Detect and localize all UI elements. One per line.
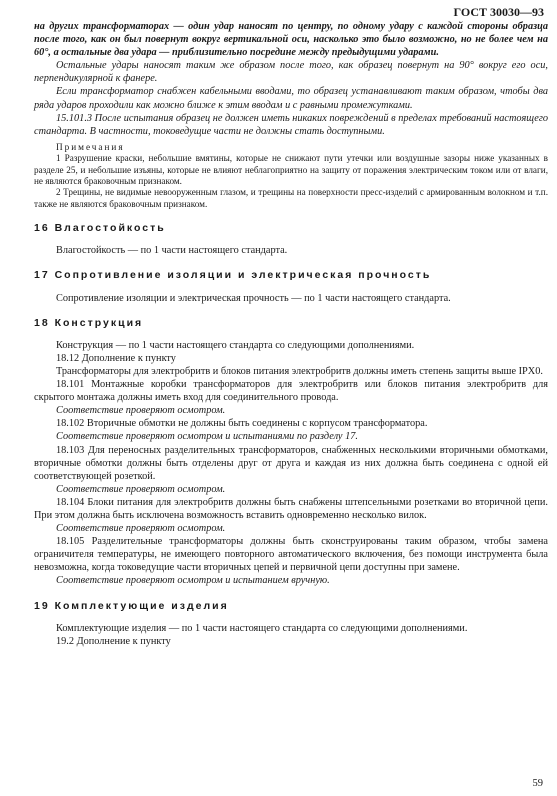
clause-18-12: 18.12 Дополнение к пункту (56, 352, 176, 364)
section-19-intro: Комплектующие изделия — по 1 части настоящего стандарта со следующими дополнениями. (56, 622, 468, 634)
compliance-check: Соответствие проверяют осмотром. (56, 523, 226, 535)
section-19-heading: 19 Комплектующие изделия (34, 599, 229, 612)
paragraph-impact-other: на других трансформаторах — один удар наносят по центру, по одному удару с каждой стороны образца после того, как он был повернут вокруг вертикальной оси, насколько это было возможно, но не более чем на 60°, а остальные два удара — приблизительно посредине между предыдущими ударами. (34, 21, 548, 59)
page-body (34, 20, 548, 648)
clause-18-105: 18.105 Разделительные трансформаторы должны быть сконструированы таким образом, чтобы замена ограничителя температуры, не имеющего повторного автоматического включения, без помощи инструмента была невозможна, когда токоведущие части вторичных цепей и первичной цепи доступны при замене. (34, 536, 548, 574)
note-1: 1 Разрушение краски, небольшие вмятины, которые не снижают пути утечки или воздушные зазоры ниже указанных в разделе 25, и небольшие изъяны, которые не влияют неблагоприятно на защиту от поражения электрическим током или от влаги, не являются браковочным признаком. (34, 153, 548, 187)
document-header: ГОСТ 30030—93 (453, 5, 544, 19)
section-17-heading: 17 Сопротивление изоляции и электрическая прочность (34, 269, 432, 282)
page-number: 59 (532, 778, 543, 789)
section-16-text: Влагостойкость — по 1 части настоящего стандарта. (56, 245, 288, 257)
section-18-intro: Конструкция — по 1 части настоящего стандарта со следующими дополнениями. (56, 339, 415, 351)
clause-18-101: 18.101 Монтажные коробки трансформаторов для электробритв или блоков питания электробритв для скрытого монтажа должны иметь вход для соединительного провода. (34, 379, 548, 404)
compliance-check: Соответствие проверяют осмотром и испытаниями по разделу 17. (56, 431, 358, 443)
paragraph-remaining-impacts: Остальные удары наносят таким же образом после того, как образец повернут на 90° вокруг его оси, перпендикулярной к фанере. (34, 60, 548, 85)
clause-18-12-text: Трансформаторы для электробритв и блоков питания электробритв должны иметь степень защиты выше IPX0. (56, 365, 543, 377)
section-17-text: Сопротивление изоляции и электрическая прочность — по 1 части настоящего стандарта. (56, 292, 451, 304)
compliance-check: Соответствие проверяют осмотром и испытанием вручную. (56, 575, 330, 587)
paragraph-cable-entries: Если трансформатор снабжен кабельными вводами, то образец устанавливают таким образом, чтобы два ряда ударов проходили как можно ближе к этим вводам и с равными промежутками. (34, 86, 548, 111)
clause-18-104: 18.104 Блоки питания для электробритв должны быть снабжены штепсельными розетками во вторичной цепи. При этом должна быть исключена возможность вставить одновременно несколько вилок. (34, 496, 548, 521)
section-18-heading: 18 Конструкция (34, 316, 144, 329)
clause-19-2: 19.2 Дополнение к пункту (56, 635, 171, 647)
clause-18-102: 18.102 Вторичные обмотки не должны быть соединены с корпусом трансформатора. (56, 418, 428, 430)
clause-18-103: 18.103 Для переносных разделительных трансформаторов, снабженных несколькими вторичными обмотками, вторичные обмотки должны быть отделены друг от друга и каждая из них должна быть соединена с одной ей соответствующей розеткой. (34, 444, 548, 482)
note-2: 2 Трещины, не видимые невооруженным глазом, и трещины на поверхности пресс-изделий с армированным волокном и т.п. также не являются браковочным признаком. (34, 187, 548, 209)
compliance-check: Соответствие проверяют осмотром. (56, 483, 226, 495)
compliance-check: Соответствие проверяют осмотром. (56, 405, 226, 417)
clause-15-101-3: 15.101.3 После испытания образец не должен иметь никаких повреждений в пределах требований настоящего стандарта. В частности, токоведущие части не должны стать доступными. (34, 112, 548, 137)
section-16-heading: 16 Влагостойкость (34, 222, 166, 235)
notes-title: Примечания (56, 141, 125, 152)
